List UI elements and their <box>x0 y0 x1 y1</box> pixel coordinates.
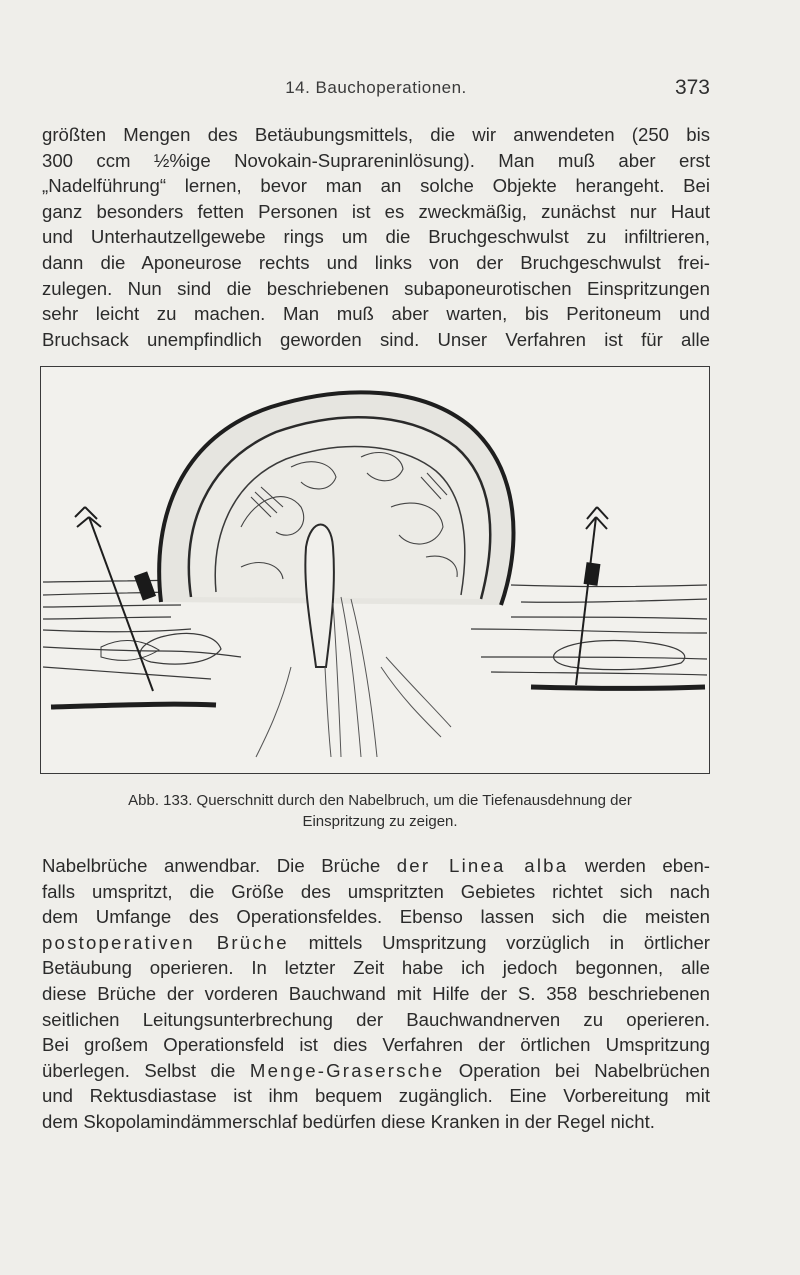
text-line: „Nadelführung“ lernen, bevor man an solche Objekte herangeht. Bei <box>42 175 710 197</box>
needle-feather-right <box>586 507 608 529</box>
figure-caption <box>60 790 700 832</box>
emphasized-term: der Linea alba <box>396 855 569 876</box>
abdominal-wall-right <box>471 585 707 675</box>
paragraph-1 <box>42 122 710 352</box>
text-segment: mittels Umspritzung vorzüglich in örtlicher <box>308 931 710 953</box>
text-line: und Unterhautzellgewebe rings um die Bruchgeschwulst zu infiltrieren, <box>42 226 710 248</box>
cross-section-illustration <box>41 367 709 773</box>
text-line: größten Mengen des Betäubungsmittels, die wir anwendeten (250 bis <box>42 124 710 145</box>
text-line <box>42 853 710 879</box>
text-segment: werden eben- <box>584 855 710 876</box>
text-line: sehr leicht zu machen. Man muß aber warten, bis Peritoneum und <box>42 303 710 325</box>
text-line: seitlichen Leitungsunterbrechung der Bauchwandnerven zu operieren. <box>42 1008 710 1030</box>
text-line: dann die Aponeurose rechts und links von der Bruchgeschwulst frei- <box>42 251 710 273</box>
text-line <box>42 930 710 956</box>
caption-line: Abb. 133. Querschnitt durch den Nabelbruch, um die Tiefenausdehnung der <box>128 792 632 809</box>
text-line: Bruchsack unempfindlich geworden sind. Unser Verfahren ist für alle <box>42 328 710 350</box>
figure-umbilical-hernia-cross-section <box>40 366 710 774</box>
text-line: ganz besonders fetten Personen ist es zweckmäßig, zunächst nur Haut <box>42 200 710 222</box>
caption-line: Einspritzung zu zeigen. <box>302 813 458 830</box>
injection-needle-left <box>75 507 156 691</box>
injection-needle-right <box>576 507 608 685</box>
text-segment: Operation bei Nabelbrüchen <box>458 1059 711 1081</box>
needle-feather-left <box>75 507 101 527</box>
text-line: und Rektusdiastase ist ihm bequem zugänglich. Eine Vorbereitung mit <box>42 1085 710 1107</box>
peritoneum-right <box>531 687 705 689</box>
needle-hub-left <box>134 571 156 600</box>
page-number: 373 <box>674 76 710 99</box>
text-segment: Nabelbrüche anwendbar. Die Brüche <box>42 855 381 876</box>
text-line: zulegen. Nun sind die beschriebenen subaponeurotischen Einspritzungen <box>42 277 710 299</box>
stalk-hatching <box>256 597 451 757</box>
text-line: Betäubung operieren. In letzter Zeit habe ich jedoch begonnen, alle <box>42 957 710 979</box>
text-line: 300 ccm ½%ige Novokain-Suprareninlösung). Man muß aber erst <box>42 149 710 171</box>
text-line: dem Skopolamindämmerschlaf bedürfen diese Kranken in der Regel nicht. <box>42 1110 655 1132</box>
emphasized-term: postoperativen Brüche <box>42 931 289 953</box>
text-line: dem Umfange des Operationsfeldes. Ebenso lassen sich die meisten <box>42 906 710 928</box>
rectus-muscle-right <box>554 641 685 670</box>
peritoneum-left <box>51 704 216 707</box>
umbilical-stalk <box>305 525 334 668</box>
running-head <box>42 78 710 106</box>
rectus-muscle-left <box>140 633 221 664</box>
text-segment: überlegen. Selbst die <box>42 1059 236 1081</box>
text-line: Bei großem Operationsfeld ist dies Verfahren der örtlichen Umspritzung <box>42 1034 710 1056</box>
paragraph-2 <box>42 853 710 1135</box>
needle-hub-right <box>584 562 601 586</box>
text-line: falls umspritzt, die Größe des umspritzten Gebietes richtet sich nach <box>42 880 710 902</box>
emphasized-term: Menge-Grasersche <box>249 1059 445 1081</box>
text-line <box>42 1058 710 1084</box>
text-line: diese Brüche der vorderen Bauchwand mit Hilfe der S. 358 beschriebenen <box>42 982 710 1004</box>
running-title: 14. Bauchoperationen. <box>285 78 467 97</box>
